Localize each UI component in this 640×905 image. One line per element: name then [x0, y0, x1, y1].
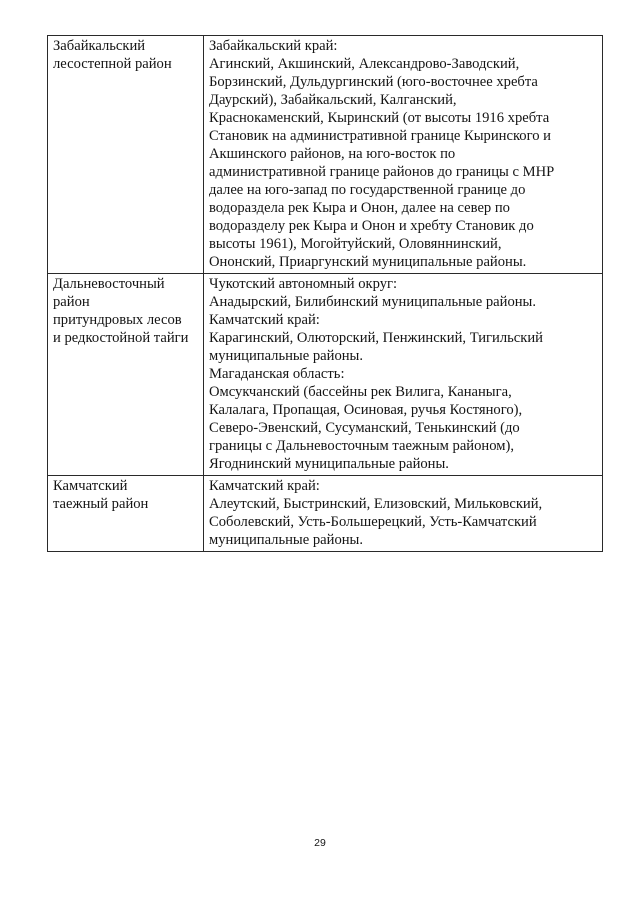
region-name-line: Дальневосточный: [53, 276, 165, 292]
area-line: Магаданская область:: [209, 366, 345, 382]
area-line: Омсукчанский (бассейны рек Вилига, Кананыга,: [209, 384, 512, 400]
region-areas-cell: [204, 274, 603, 476]
area-line: высоты 1961), Могойтуйский, Оловяннинский,: [209, 236, 502, 252]
area-line: Ононский, Приаргунский муниципальные районы.: [209, 254, 527, 270]
area-line: Становик на административной границе Кыринского и: [209, 128, 551, 144]
area-line: Акшинского районов, на юго-восток по: [209, 146, 456, 162]
area-line: Алеутский, Быстринский, Елизовский, Мильковский,: [209, 496, 543, 512]
region-name-line: таежный район: [53, 496, 149, 512]
area-line: далее на юго-запад по государственной границе до: [209, 182, 526, 198]
region-name-line: Забайкальский: [53, 38, 146, 54]
forest-regions-table: [47, 35, 603, 552]
area-line: Соболевский, Усть-Большерецкий, Усть-Камчатский: [209, 514, 537, 530]
area-line: Камчатский край:: [209, 478, 320, 494]
area-line: Агинский, Акшинский, Александрово-Заводский,: [209, 56, 520, 72]
region-areas-cell: [204, 36, 603, 274]
region-areas-cell: [204, 476, 603, 552]
area-line: Камчатский край:: [209, 312, 320, 328]
area-line: Карагинский, Олюторский, Пенжинский, Тигильский: [209, 330, 543, 346]
region-name-line: и редкостойной тайги: [53, 330, 189, 346]
table-row-kamchatka-taiga: [48, 476, 603, 552]
table-row-far-eastern-tundra: [48, 274, 603, 476]
region-name-line: лесостепной район: [53, 56, 172, 72]
area-line: административной границе районов до границы с МНР: [209, 164, 555, 180]
area-line: Калалага, Пропащая, Осиновая, ручья Костяного),: [209, 402, 523, 418]
area-line: Анадырский, Билибинский муниципальные районы.: [209, 294, 537, 310]
region-name-cell: [48, 274, 204, 476]
region-name-line: район: [53, 294, 90, 310]
area-line: водоразделу рек Кыра и Онон и хребту Становик до: [209, 218, 534, 234]
region-name-cell: [48, 476, 204, 552]
area-line: границы с Дальневосточным таежным районом),: [209, 438, 514, 454]
area-line: муниципальные районы.: [209, 348, 364, 364]
area-line: Борзинский, Дульдургинский (юго-восточнее хребта: [209, 74, 538, 90]
region-name-line: притундровых лесов: [53, 312, 182, 328]
area-line: водораздела рек Кыра и Онон, далее на север по: [209, 200, 510, 216]
table-row-zabaikalsky: [48, 36, 603, 274]
area-line: муниципальные районы.: [209, 532, 364, 548]
region-name-cell: [48, 36, 204, 274]
area-line: Краснокаменский, Кыринский (от высоты 1916 хребта: [209, 110, 550, 126]
page-number: 29: [314, 837, 326, 849]
area-line: Даурский), Забайкальский, Калганский,: [209, 92, 457, 108]
region-name-line: Камчатский: [53, 478, 128, 494]
area-line: Забайкальский край:: [209, 38, 338, 54]
area-line: Северо-Эвенский, Сусуманский, Тенькинский (до: [209, 420, 520, 436]
area-line: Чукотский автономный округ:: [209, 276, 398, 292]
area-line: Ягоднинский муниципальные районы.: [209, 456, 449, 472]
